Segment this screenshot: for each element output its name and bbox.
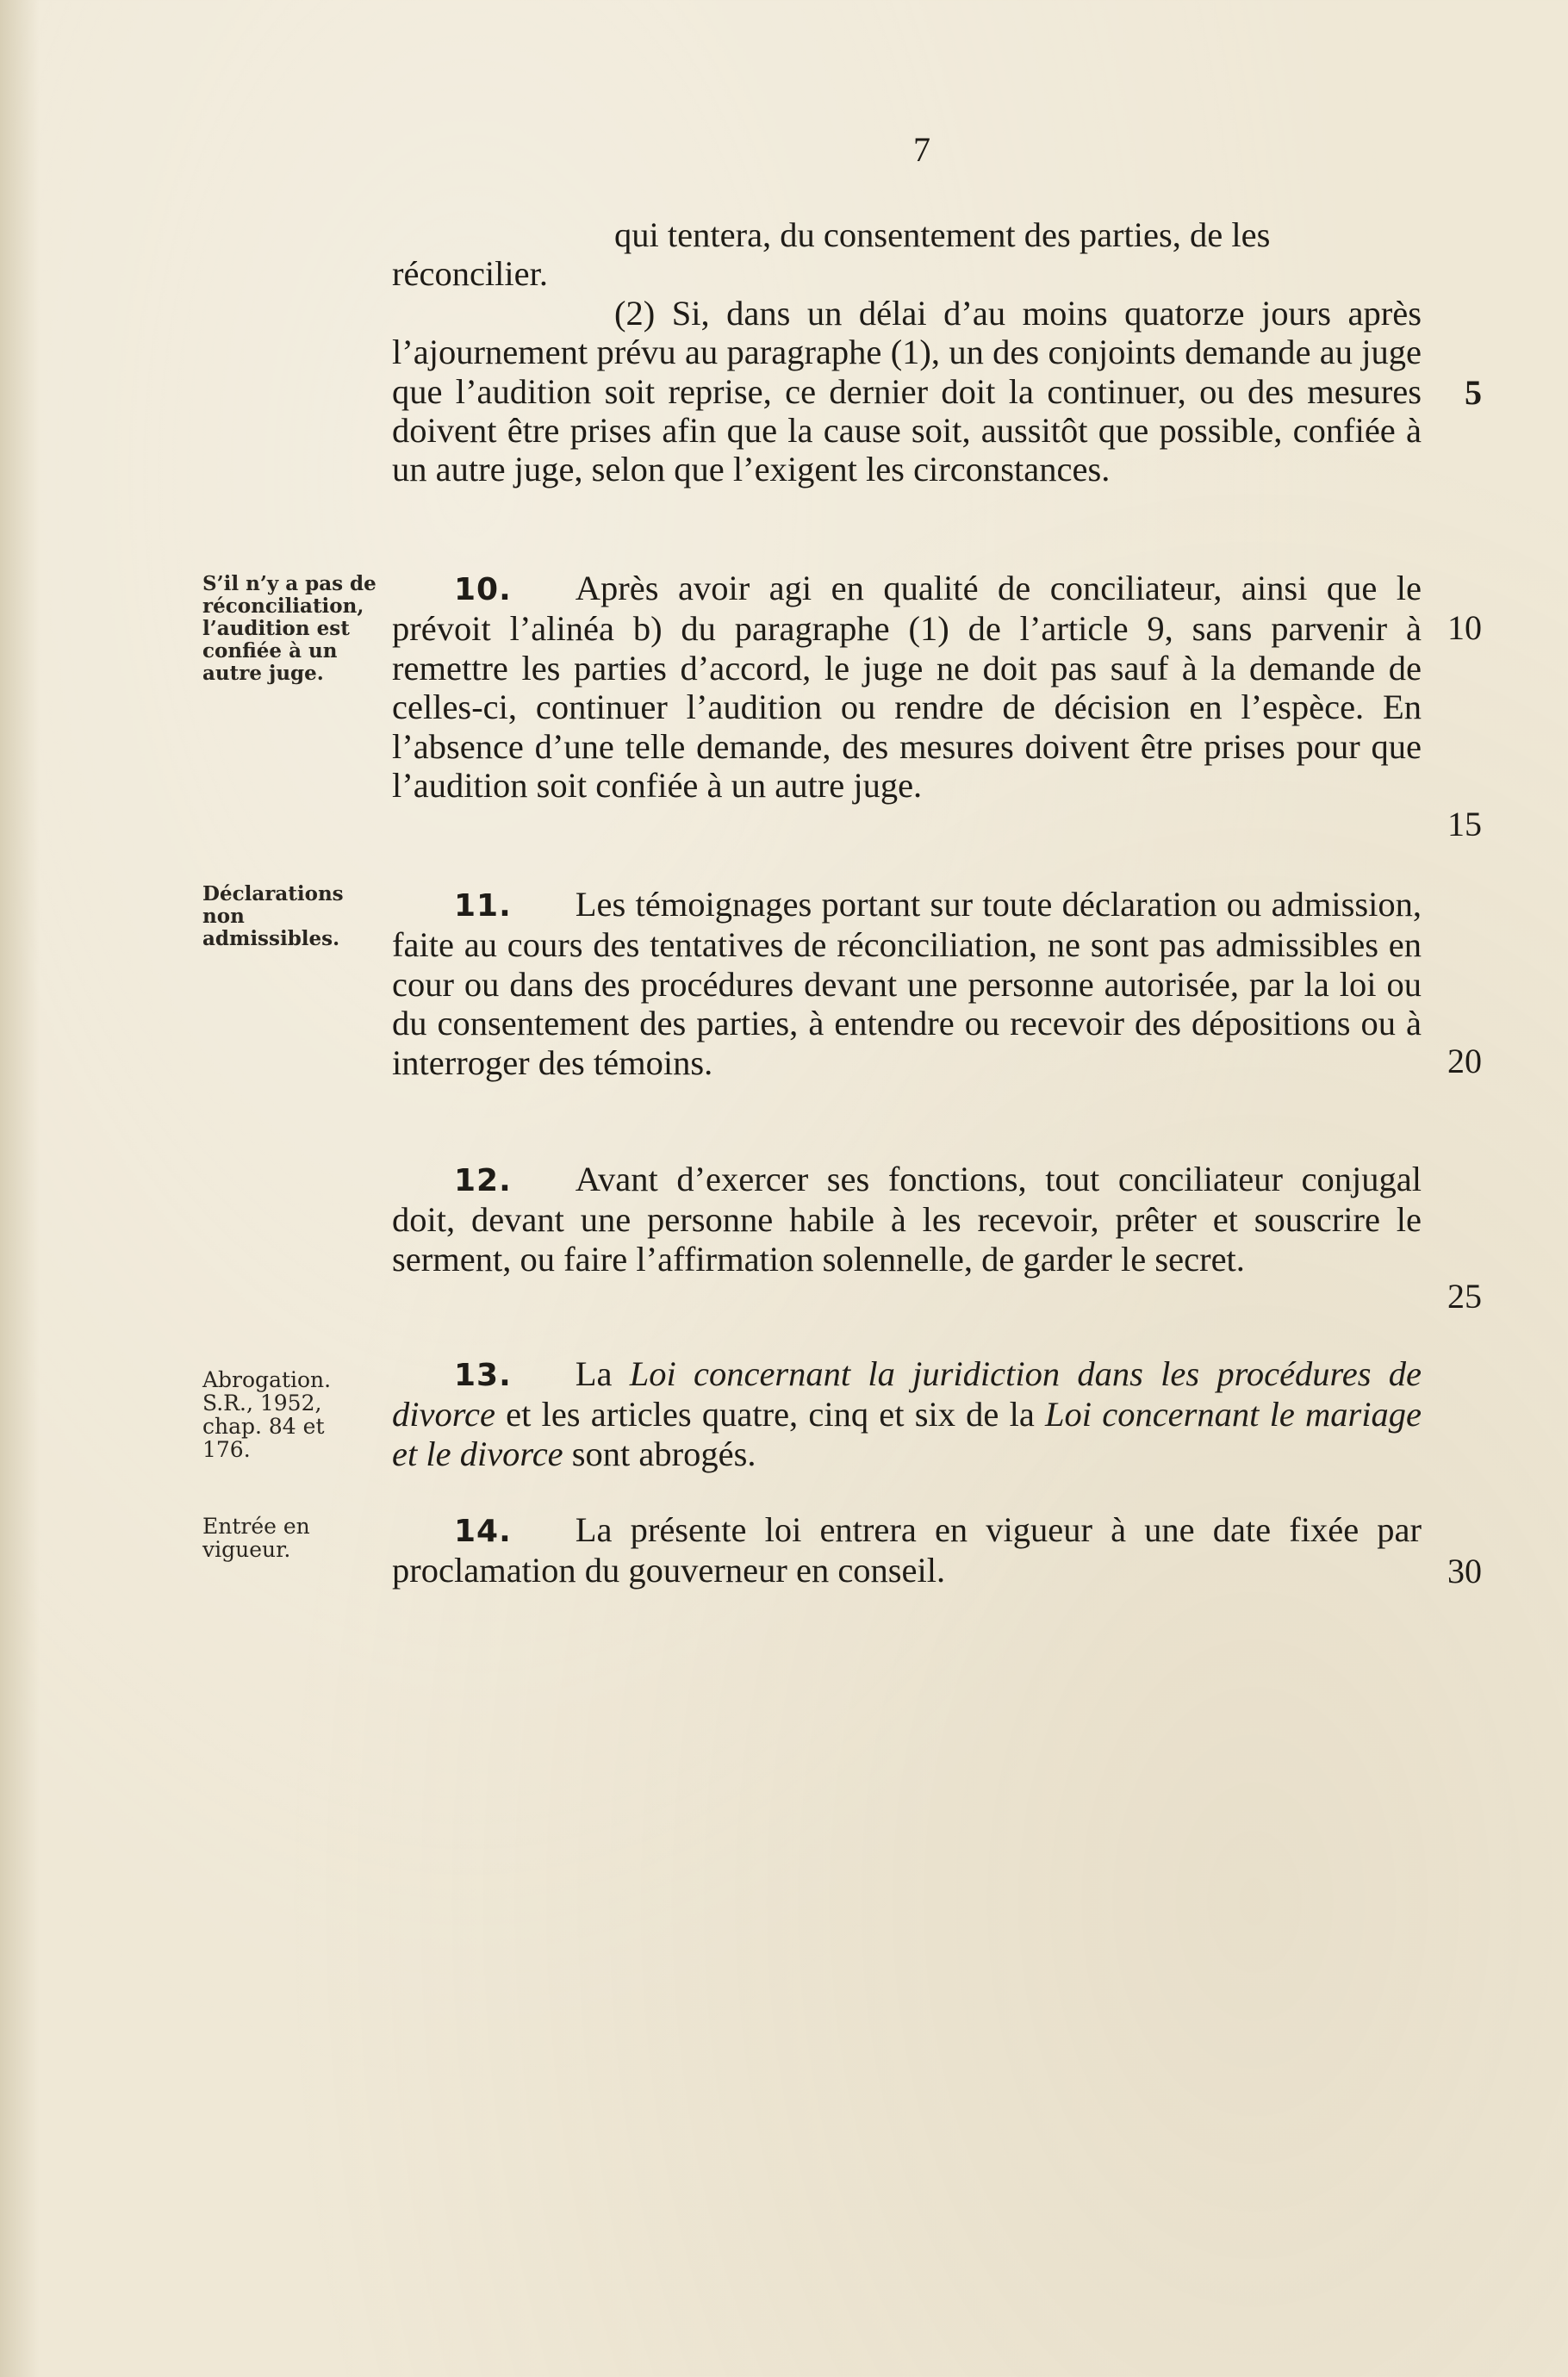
line-number-10: 10 [1447, 608, 1482, 647]
section-14 [392, 1510, 1422, 1590]
section-number: 10. [454, 572, 512, 607]
section-12 [392, 1160, 1422, 1279]
margin-note-section-13: Abrogation. S.R., 1952, chap. 84 et 176. [202, 1367, 332, 1462]
subsection-2: (2) Si, dans un délai d’au moins quatorze jours après l’ajournement prévu au paragraphe (1), un des conjoints demande au juge que l’audition soit reprise, ce dernier doit la continuer, ou des mesures doivent être prises afin que la cause soit, aussitôt que possible, confiée à un autre juge, selon que l’exigent les circonstances. [392, 293, 1422, 489]
section-text: La présente loi entrera en vigueur à une date fixée par proclamation du gouverneur en conseil. [392, 1510, 1422, 1590]
margin-note-section-11: Déclarations non admissibles. [202, 882, 344, 950]
line-number-5: 5 [1465, 373, 1482, 412]
statute-title-marriage-divorce: Loi concernant le mariage et le divorce [392, 1395, 1422, 1473]
statute-title-divorce-jurisdiction: Loi concernant la juridiction dans les procédures de divorce [392, 1354, 1422, 1434]
section-text-a: La [575, 1354, 630, 1393]
margin-note-section-10: S’il n’y a pas de réconciliation, l’audition est confiée à un autre juge. [202, 572, 376, 685]
line-number-25: 25 [1447, 1277, 1482, 1316]
continuation-line: qui tentera, du consentement des parties, de les réconcilier. [392, 215, 1271, 294]
section-10 [392, 569, 1422, 805]
section-number: 14. [454, 1514, 512, 1549]
section-13 [392, 1354, 1422, 1473]
page-number: 7 [913, 130, 930, 169]
line-number-20: 20 [1447, 1042, 1482, 1080]
section-text-b: et les articles quatre, cinq et six de la [495, 1395, 1045, 1434]
line-number-15: 15 [1447, 805, 1482, 843]
section-number: 13. [454, 1358, 512, 1393]
section-11 [392, 885, 1422, 1082]
section-text: Les témoignages portant sur toute déclaration ou admission, faite au cours des tentatives de réconciliation, ne sont pas admissibles en cour ou dans des procédures devant une personne autorisée, par la loi ou du consentement des parties, à entendre ou recevoir des dépositions ou à interroger des témoins. [392, 885, 1422, 1082]
margin-note-section-14: Entrée en vigueur. [202, 1514, 310, 1562]
continuation-text [392, 215, 1422, 489]
section-text: Avant d’exercer ses fonctions, tout conciliateur conjugal doit, devant une personne habile à les recevoir, prêter et souscrire le serment, ou faire l’affirmation solennelle, de garder le secret. [392, 1160, 1422, 1279]
section-text: Après avoir agi en qualité de conciliateur, ainsi que le prévoit l’alinéa b) du paragraphe (1) de l’article 9, sans parvenir à remettre les parties d’accord, le juge ne doit pas sauf à la demande de celles-ci, continuer l’audition ou rendre de décision en l’espèce. En l’absence d’une telle demande, des mesures doivent être prises pour que l’audition soit confiée à un autre juge. [392, 569, 1422, 806]
line-number-30: 30 [1447, 1552, 1482, 1590]
section-text-c: sont abrogés. [563, 1434, 756, 1473]
section-number: 12. [454, 1163, 512, 1198]
page-spine-shadow [0, 0, 40, 2377]
section-number: 11. [454, 888, 512, 924]
